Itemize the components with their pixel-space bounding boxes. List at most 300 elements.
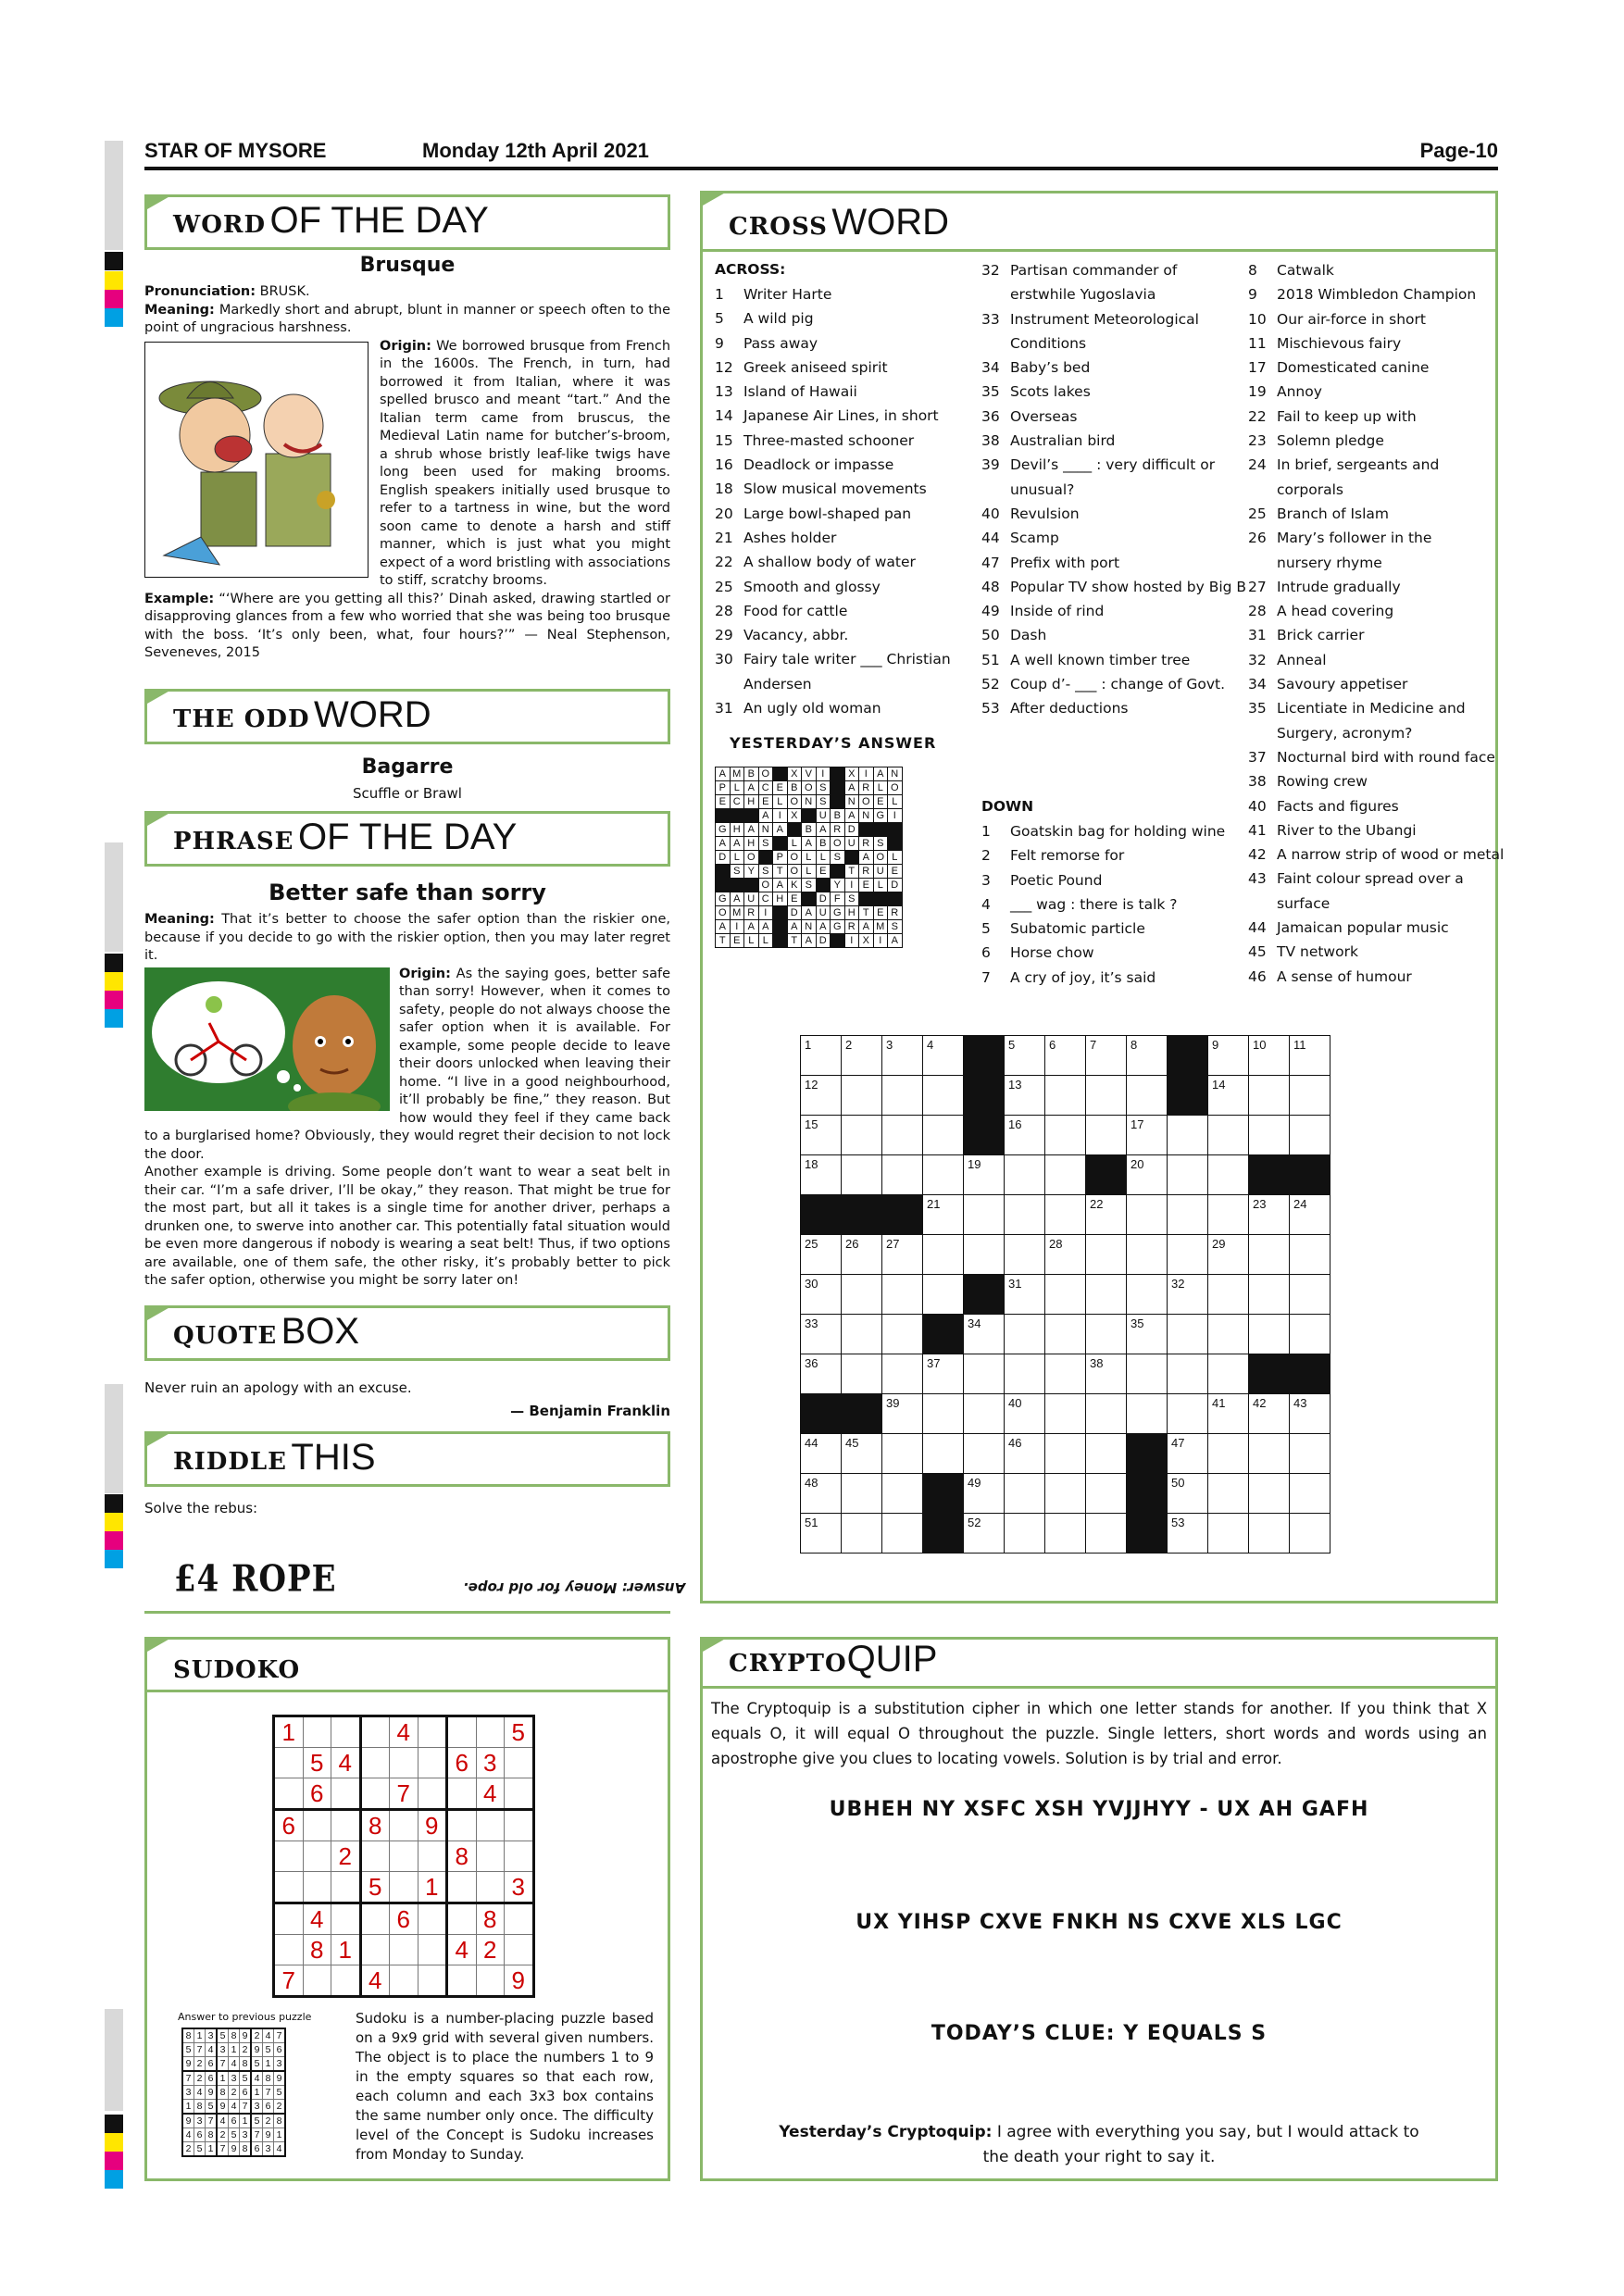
crossword-cell[interactable]: [1045, 1275, 1086, 1315]
crossword-cell[interactable]: [801, 1474, 842, 1514]
answer-cell: L: [888, 851, 903, 865]
sudoku-cell[interactable]: [274, 1872, 304, 1903]
crossword-cell[interactable]: [801, 1116, 842, 1155]
crossword-cell[interactable]: [1086, 1514, 1127, 1554]
answer-cell: I: [873, 934, 888, 948]
crossword-cell[interactable]: [1127, 1036, 1168, 1076]
sudoku-answer-cell: 2: [263, 2114, 274, 2128]
crossword-cell[interactable]: [1290, 1474, 1330, 1514]
crossword-cell[interactable]: [1127, 1354, 1168, 1394]
crossword-cell[interactable]: [1127, 1076, 1168, 1116]
sudoku-cell[interactable]: [447, 1965, 477, 1997]
crossword-cell[interactable]: [1045, 1354, 1086, 1394]
crossword-cell[interactable]: [1290, 1036, 1330, 1076]
sudoku-cell[interactable]: [274, 1748, 304, 1778]
sudoku-answer-cell: 6: [194, 2128, 206, 2142]
sudoku-cell[interactable]: [360, 1903, 390, 1935]
answer-cell: O: [716, 906, 731, 920]
crossword-cell[interactable]: [1290, 1195, 1330, 1235]
crossword-cell[interactable]: [1045, 1394, 1086, 1434]
clue-item: [981, 526, 1231, 550]
crossword-cell[interactable]: [1168, 1315, 1208, 1354]
print-mark-magenta: [105, 2152, 123, 2170]
crossword-cell[interactable]: [1168, 1116, 1208, 1155]
answer-cell: A: [816, 920, 831, 934]
crossword-cell[interactable]: [1168, 1195, 1208, 1235]
crossword-cell[interactable]: [882, 1315, 923, 1354]
sudoku-cell[interactable]: [390, 1965, 418, 1997]
clue-number: 35: [981, 383, 1000, 401]
clue-item: [1248, 892, 1498, 916]
crossword-cell[interactable]: [964, 1315, 1005, 1354]
answer-cell: P: [773, 851, 788, 865]
crossword-cell[interactable]: [1290, 1514, 1330, 1554]
sudoku-cell[interactable]: [331, 1778, 361, 1810]
crossword-cell[interactable]: [1127, 1315, 1168, 1354]
answer-cell: N: [802, 795, 817, 809]
clue-text: Vacancy, abbr.: [743, 627, 849, 644]
crossword-cell[interactable]: [1249, 1275, 1290, 1315]
crossword-cell[interactable]: [1005, 1514, 1045, 1554]
clue-number: 28: [1248, 603, 1267, 620]
cell-number: 13: [1008, 1078, 1022, 1092]
crossword-cell[interactable]: [923, 1354, 964, 1394]
sudoku-cell[interactable]: [505, 1935, 534, 1965]
crossword-cell[interactable]: [1045, 1076, 1086, 1116]
clue-number: 32: [1248, 651, 1267, 668]
clue-item: [1248, 429, 1498, 453]
sudoku-cell[interactable]: [360, 1935, 390, 1965]
answer-cell: A: [773, 823, 788, 837]
answer-cell: O: [873, 851, 888, 865]
answer-cell: A: [744, 823, 759, 837]
answer-black-cell: [859, 892, 874, 906]
clue-text: Mary’s follower in the: [1277, 530, 1432, 547]
crossword-cell[interactable]: [882, 1514, 923, 1554]
crossword-cell[interactable]: [1005, 1354, 1045, 1394]
crossword-cell[interactable]: [1290, 1275, 1330, 1315]
cell-number: 47: [1171, 1436, 1185, 1450]
crossword-cell[interactable]: [1168, 1394, 1208, 1434]
crossword-cell[interactable]: [801, 1036, 842, 1076]
answer-cell: S: [873, 837, 888, 851]
clue-text: A wild pig: [743, 310, 814, 328]
clue-number: 22: [1248, 407, 1267, 425]
crossword-cell[interactable]: [1086, 1394, 1127, 1434]
sudoku-answer-cell: 2: [194, 2057, 206, 2072]
crossword-cell[interactable]: [1005, 1434, 1045, 1474]
crossword-cell[interactable]: [801, 1514, 842, 1554]
clue-item: [715, 429, 965, 453]
crossword-cell[interactable]: [1168, 1354, 1208, 1394]
crossword-cell[interactable]: [842, 1434, 882, 1474]
cell-number: 19: [968, 1157, 981, 1171]
clue-item: [981, 941, 1231, 965]
crossword-cell[interactable]: [923, 1155, 964, 1195]
crossword-cell[interactable]: [1290, 1076, 1330, 1116]
crossword-cell[interactable]: [1005, 1394, 1045, 1434]
answer-black-cell: [888, 823, 903, 837]
crossword-cell[interactable]: [801, 1235, 842, 1275]
crossword-cell[interactable]: [842, 1514, 882, 1554]
crossword-cell[interactable]: [842, 1354, 882, 1394]
crossword-cell[interactable]: [1208, 1036, 1249, 1076]
crossword-cell[interactable]: [882, 1076, 923, 1116]
sudoku-cell[interactable]: [476, 1965, 505, 1997]
crossword-cell[interactable]: [1045, 1514, 1086, 1554]
clue-item: [715, 623, 965, 647]
crossword-cell[interactable]: [1168, 1474, 1208, 1514]
crossword-cell[interactable]: [882, 1155, 923, 1195]
crossword-cell[interactable]: [1005, 1315, 1045, 1354]
answer-cell: I: [859, 767, 874, 781]
clue-text: Conditions: [1010, 334, 1087, 352]
sudoku-cell[interactable]: [360, 1748, 390, 1778]
sudoku-cell[interactable]: [331, 1810, 361, 1841]
crossword-cell[interactable]: [964, 1354, 1005, 1394]
crossword-cell[interactable]: [1005, 1195, 1045, 1235]
crossword-cell[interactable]: [964, 1195, 1005, 1235]
cell-number: 46: [1008, 1436, 1022, 1450]
sudoku-cell[interactable]: [418, 1965, 447, 1997]
sudoku-cell[interactable]: [303, 1872, 331, 1903]
answer-black-cell: [716, 865, 731, 879]
crossword-cell[interactable]: [1249, 1235, 1290, 1275]
crossword-cell[interactable]: [1086, 1354, 1127, 1394]
sudoku-cell[interactable]: [360, 1778, 390, 1810]
sudoku-description: Sudoku is a number-placing puzzle based on a 9x9 grid with several given numbers. The object is to place the numbers 1 to 9 in the empty squares so that each row, each column and each 3x3 box contains the same number only once. The difficulty level of the Concept is Sudoku increases from Monday to Sunday.: [356, 2010, 654, 2163]
sudoku-cell[interactable]: [505, 1748, 534, 1778]
sudoku-cell[interactable]: [476, 1841, 505, 1872]
sudoku-cell[interactable]: [274, 1778, 304, 1810]
crossword-cell[interactable]: [1249, 1394, 1290, 1434]
answer-black-cell: [873, 892, 888, 906]
crossword-cell[interactable]: [1127, 1394, 1168, 1434]
crossword-cell[interactable]: [964, 1394, 1005, 1434]
sudoku-cell[interactable]: [418, 1778, 447, 1810]
crossword-cell[interactable]: [801, 1275, 842, 1315]
clue-item: [981, 917, 1231, 941]
crossword-cell[interactable]: [1086, 1434, 1127, 1474]
sudoku-answer-cell: 6: [251, 2142, 263, 2157]
sudoku-answer-cell: 9: [182, 2057, 194, 2072]
crossword-cell[interactable]: [882, 1116, 923, 1155]
crossword-cell[interactable]: [1249, 1195, 1290, 1235]
sudoku-cell[interactable]: [390, 1935, 418, 1965]
clue-number: 50: [981, 627, 1000, 644]
clue-text: unusual?: [1010, 480, 1075, 498]
sudoku-cell[interactable]: [447, 1778, 477, 1810]
crossword-cell[interactable]: [1086, 1076, 1127, 1116]
sudoku-cell[interactable]: [505, 1810, 534, 1841]
sudoku-cell[interactable]: [390, 1810, 418, 1841]
crossword-cell[interactable]: [923, 1195, 964, 1235]
clue-text: Felt remorse for: [1010, 847, 1125, 865]
crossword-cell[interactable]: [1005, 1235, 1045, 1275]
answer-cell: O: [787, 795, 802, 809]
crossword-cell[interactable]: [1127, 1155, 1168, 1195]
crossword-cell[interactable]: [1045, 1155, 1086, 1195]
crossword-cell[interactable]: [882, 1474, 923, 1514]
sudoku-cell[interactable]: [360, 1841, 390, 1872]
clue-text: After deductions: [1010, 700, 1129, 718]
sudoku-answer-cell: 4: [229, 2100, 240, 2115]
crossword-cell[interactable]: [882, 1434, 923, 1474]
cell-number: 15: [805, 1117, 818, 1131]
crossword-cell[interactable]: [1168, 1514, 1208, 1554]
crossword-cell[interactable]: [1005, 1036, 1045, 1076]
crossword-cell[interactable]: [801, 1315, 842, 1354]
crossword-cell[interactable]: [1249, 1076, 1290, 1116]
crossword-cell[interactable]: [964, 1155, 1005, 1195]
crossword-cell[interactable]: [1249, 1514, 1290, 1554]
crossword-cell[interactable]: [882, 1354, 923, 1394]
answer-cell: X: [787, 767, 802, 781]
cell-number: 53: [1171, 1516, 1185, 1529]
sudoku-answer-cell: 3: [263, 2142, 274, 2157]
crossword-cell[interactable]: [842, 1275, 882, 1315]
crossword-cell[interactable]: [842, 1116, 882, 1155]
crossword-cell[interactable]: [842, 1036, 882, 1076]
sudoku-cell[interactable]: [476, 1716, 505, 1748]
crossword-cell[interactable]: [923, 1394, 964, 1434]
crossword-cell[interactable]: [923, 1116, 964, 1155]
crossword-cell[interactable]: [1208, 1354, 1249, 1394]
answer-cell: A: [744, 920, 759, 934]
crossword-cell[interactable]: [1249, 1036, 1290, 1076]
sudoku-cell[interactable]: [447, 1716, 477, 1748]
print-mark-magenta: [105, 290, 123, 308]
word-of-day-title: Brusque: [359, 254, 456, 277]
crossword-cell[interactable]: [842, 1155, 882, 1195]
clue-number: 51: [981, 651, 1000, 668]
crossword-cell[interactable]: [964, 1514, 1005, 1554]
crossword-cell[interactable]: [1005, 1076, 1045, 1116]
answer-cell: S: [730, 865, 744, 879]
crossword-cell[interactable]: [1005, 1474, 1045, 1514]
crossword-cell[interactable]: [964, 1474, 1005, 1514]
clue-item: [1248, 818, 1498, 842]
crossword-cell[interactable]: [1086, 1036, 1127, 1076]
sudoku-cell[interactable]: [390, 1748, 418, 1778]
crossword-cell[interactable]: [1208, 1394, 1249, 1434]
sudoku-answer-cell: 7: [263, 2086, 274, 2100]
sudoku-cell[interactable]: [418, 1716, 447, 1748]
answer-cell: H: [773, 892, 788, 906]
sudoku-cell[interactable]: [331, 1965, 361, 1997]
crossword-cell[interactable]: [1086, 1195, 1127, 1235]
crossword-cell[interactable]: [1208, 1235, 1249, 1275]
crossword-cell[interactable]: [923, 1076, 964, 1116]
crossword-cell[interactable]: [882, 1394, 923, 1434]
sudoku-cell[interactable]: [360, 1716, 390, 1748]
answer-cell: B: [816, 837, 831, 851]
crossword-cell[interactable]: [1290, 1235, 1330, 1275]
crossword-cell[interactable]: [964, 1434, 1005, 1474]
answer-cell: S: [758, 865, 773, 879]
crossword-cell[interactable]: [1290, 1394, 1330, 1434]
crossword-cell[interactable]: [1208, 1076, 1249, 1116]
sudoku-cell[interactable]: [447, 1810, 477, 1841]
sudoku-cell[interactable]: [331, 1903, 361, 1935]
sudoku-answer-cell: 5: [182, 2043, 194, 2057]
sudoku-cell[interactable]: [390, 1841, 418, 1872]
sudoku-answer-cell: 2: [194, 2071, 206, 2086]
crossword-cell[interactable]: [1290, 1116, 1330, 1155]
sudoku-cell[interactable]: [331, 1872, 361, 1903]
cell-number: 31: [1008, 1277, 1022, 1291]
crossword-cell[interactable]: [801, 1434, 842, 1474]
sudoku-cell[interactable]: [274, 1935, 304, 1965]
crossword-cell[interactable]: [1168, 1434, 1208, 1474]
cell-number: 37: [927, 1356, 941, 1370]
crossword-cell[interactable]: [1208, 1514, 1249, 1554]
sudoku-cell[interactable]: [274, 1903, 304, 1935]
sudoku-cell[interactable]: [505, 1841, 534, 1872]
clue-number: 24: [1248, 456, 1267, 474]
clue-text: Pass away: [743, 334, 818, 352]
crossword-cell[interactable]: [1249, 1434, 1290, 1474]
answer-cell: N: [844, 795, 859, 809]
clue-item: [1248, 940, 1498, 964]
crossword-cell[interactable]: [1005, 1275, 1045, 1315]
crossword-cell[interactable]: [801, 1076, 842, 1116]
crossword-black-cell: [1127, 1474, 1168, 1514]
header-tab-marker: [703, 191, 729, 206]
crossword-cell[interactable]: [842, 1474, 882, 1514]
crossword-cell[interactable]: [1086, 1275, 1127, 1315]
crossword-cell[interactable]: [1168, 1275, 1208, 1315]
crossword-cell[interactable]: [1208, 1155, 1249, 1195]
cell-number: 34: [968, 1316, 981, 1330]
answer-cell: A: [873, 767, 888, 781]
answer-black-cell: [831, 795, 845, 809]
crossword-cell[interactable]: [1290, 1434, 1330, 1474]
clue-item: [1248, 380, 1498, 404]
sudoku-cell[interactable]: [418, 1841, 447, 1872]
clue-text: Our air-force in short: [1277, 310, 1426, 328]
crossword-cell[interactable]: [882, 1235, 923, 1275]
sudoku-answer-cell: 5: [229, 2128, 240, 2142]
crossword-cell[interactable]: [842, 1315, 882, 1354]
sudoku-cell[interactable]: [390, 1872, 418, 1903]
crossword-cell[interactable]: [964, 1235, 1005, 1275]
crossword-cell[interactable]: [1045, 1474, 1086, 1514]
sudoku-cell[interactable]: [447, 1903, 477, 1935]
sudoku-cell[interactable]: [274, 1841, 304, 1872]
crossword-cell[interactable]: [1127, 1235, 1168, 1275]
answer-cell: N: [859, 809, 874, 823]
masthead-rule: [144, 167, 1498, 170]
crossword-cell[interactable]: [1127, 1275, 1168, 1315]
crossword-cell[interactable]: [1086, 1116, 1127, 1155]
crossword-cell[interactable]: [1045, 1195, 1086, 1235]
crossword-cell[interactable]: [882, 1036, 923, 1076]
sudoku-cell[interactable]: [476, 1872, 505, 1903]
sudoku-answer-cell: 1: [217, 2071, 229, 2086]
crossword-cell[interactable]: [842, 1076, 882, 1116]
cell-number: 51: [805, 1516, 818, 1529]
crossword-cell[interactable]: [1208, 1275, 1249, 1315]
crossword-cell[interactable]: [923, 1434, 964, 1474]
crossword-cell[interactable]: [1208, 1315, 1249, 1354]
crossword-black-cell: [923, 1474, 964, 1514]
clue-number: 46: [1248, 967, 1267, 985]
clue-item: [715, 502, 965, 526]
crossword-cell[interactable]: [1086, 1235, 1127, 1275]
cell-number: 26: [845, 1237, 859, 1251]
crossword-cell[interactable]: [1127, 1195, 1168, 1235]
crossword-cell[interactable]: [1005, 1155, 1045, 1195]
sudoku-cell[interactable]: [476, 1810, 505, 1841]
clue-item: [1248, 672, 1498, 696]
sudoku-cell[interactable]: [418, 1903, 447, 1935]
clue-item: [981, 405, 1231, 429]
crossword-cell[interactable]: [1249, 1474, 1290, 1514]
sudoku-cell[interactable]: [505, 1903, 534, 1935]
clue-number: 48: [981, 578, 1000, 595]
clue-item: [715, 696, 965, 720]
answer-cell: D: [888, 879, 903, 892]
sudoku-cell[interactable]: [303, 1965, 331, 1997]
crossword-cell[interactable]: [923, 1275, 964, 1315]
crossword-cell[interactable]: [1127, 1116, 1168, 1155]
rebus-picture: £4 ROPE: [174, 1558, 337, 1601]
crossword-cell[interactable]: [882, 1275, 923, 1315]
sudoku-cell[interactable]: [447, 1872, 477, 1903]
crossword-cell[interactable]: [1045, 1315, 1086, 1354]
crossword-cell[interactable]: [801, 1155, 842, 1195]
crossword-cell[interactable]: [1290, 1315, 1330, 1354]
sudoku-cell: 5: [505, 1716, 534, 1748]
crossword-cell[interactable]: [1168, 1155, 1208, 1195]
crossword-cell[interactable]: [1208, 1434, 1249, 1474]
sudoku-cell: 1: [274, 1716, 304, 1748]
sudoku-answer-cell: 5: [251, 2114, 263, 2128]
crossword-cell[interactable]: [801, 1354, 842, 1394]
crossword-cell[interactable]: [923, 1235, 964, 1275]
crossword-cell[interactable]: [1045, 1434, 1086, 1474]
crossword-cell[interactable]: [1168, 1235, 1208, 1275]
crossword-cell[interactable]: [923, 1036, 964, 1076]
sudoku-cell[interactable]: [303, 1841, 331, 1872]
crossword-cell[interactable]: [1249, 1116, 1290, 1155]
sudoku-answer-cell: 5: [240, 2071, 252, 2086]
clue-number: 18: [715, 480, 733, 498]
sudoku-cell[interactable]: [505, 1778, 534, 1810]
crossword-cell[interactable]: [1045, 1036, 1086, 1076]
crossword-cell[interactable]: [1086, 1315, 1127, 1354]
sudoku-answer-cell: 7: [217, 2142, 229, 2157]
sudoku-cell[interactable]: [303, 1810, 331, 1841]
crossword-cell[interactable]: [842, 1235, 882, 1275]
crossword-cell[interactable]: [1045, 1235, 1086, 1275]
sudoku-cell[interactable]: [303, 1716, 331, 1748]
crossword-cell[interactable]: [1005, 1116, 1045, 1155]
crossword-cell[interactable]: [1086, 1474, 1127, 1514]
crossword-cell[interactable]: [1045, 1116, 1086, 1155]
clue-text: nursery rhyme: [1277, 554, 1382, 571]
crossword-cell[interactable]: [1208, 1195, 1249, 1235]
crossword-cell[interactable]: [1249, 1315, 1290, 1354]
crossword-cell[interactable]: [1208, 1474, 1249, 1514]
answer-cell: M: [730, 767, 744, 781]
sudoku-cell[interactable]: [418, 1748, 447, 1778]
sudoku-cell[interactable]: [418, 1935, 447, 1965]
sudoku-answer-cell: 5: [206, 2100, 218, 2115]
crossword-cell[interactable]: [1208, 1116, 1249, 1155]
sudoku-cell[interactable]: [331, 1716, 361, 1748]
